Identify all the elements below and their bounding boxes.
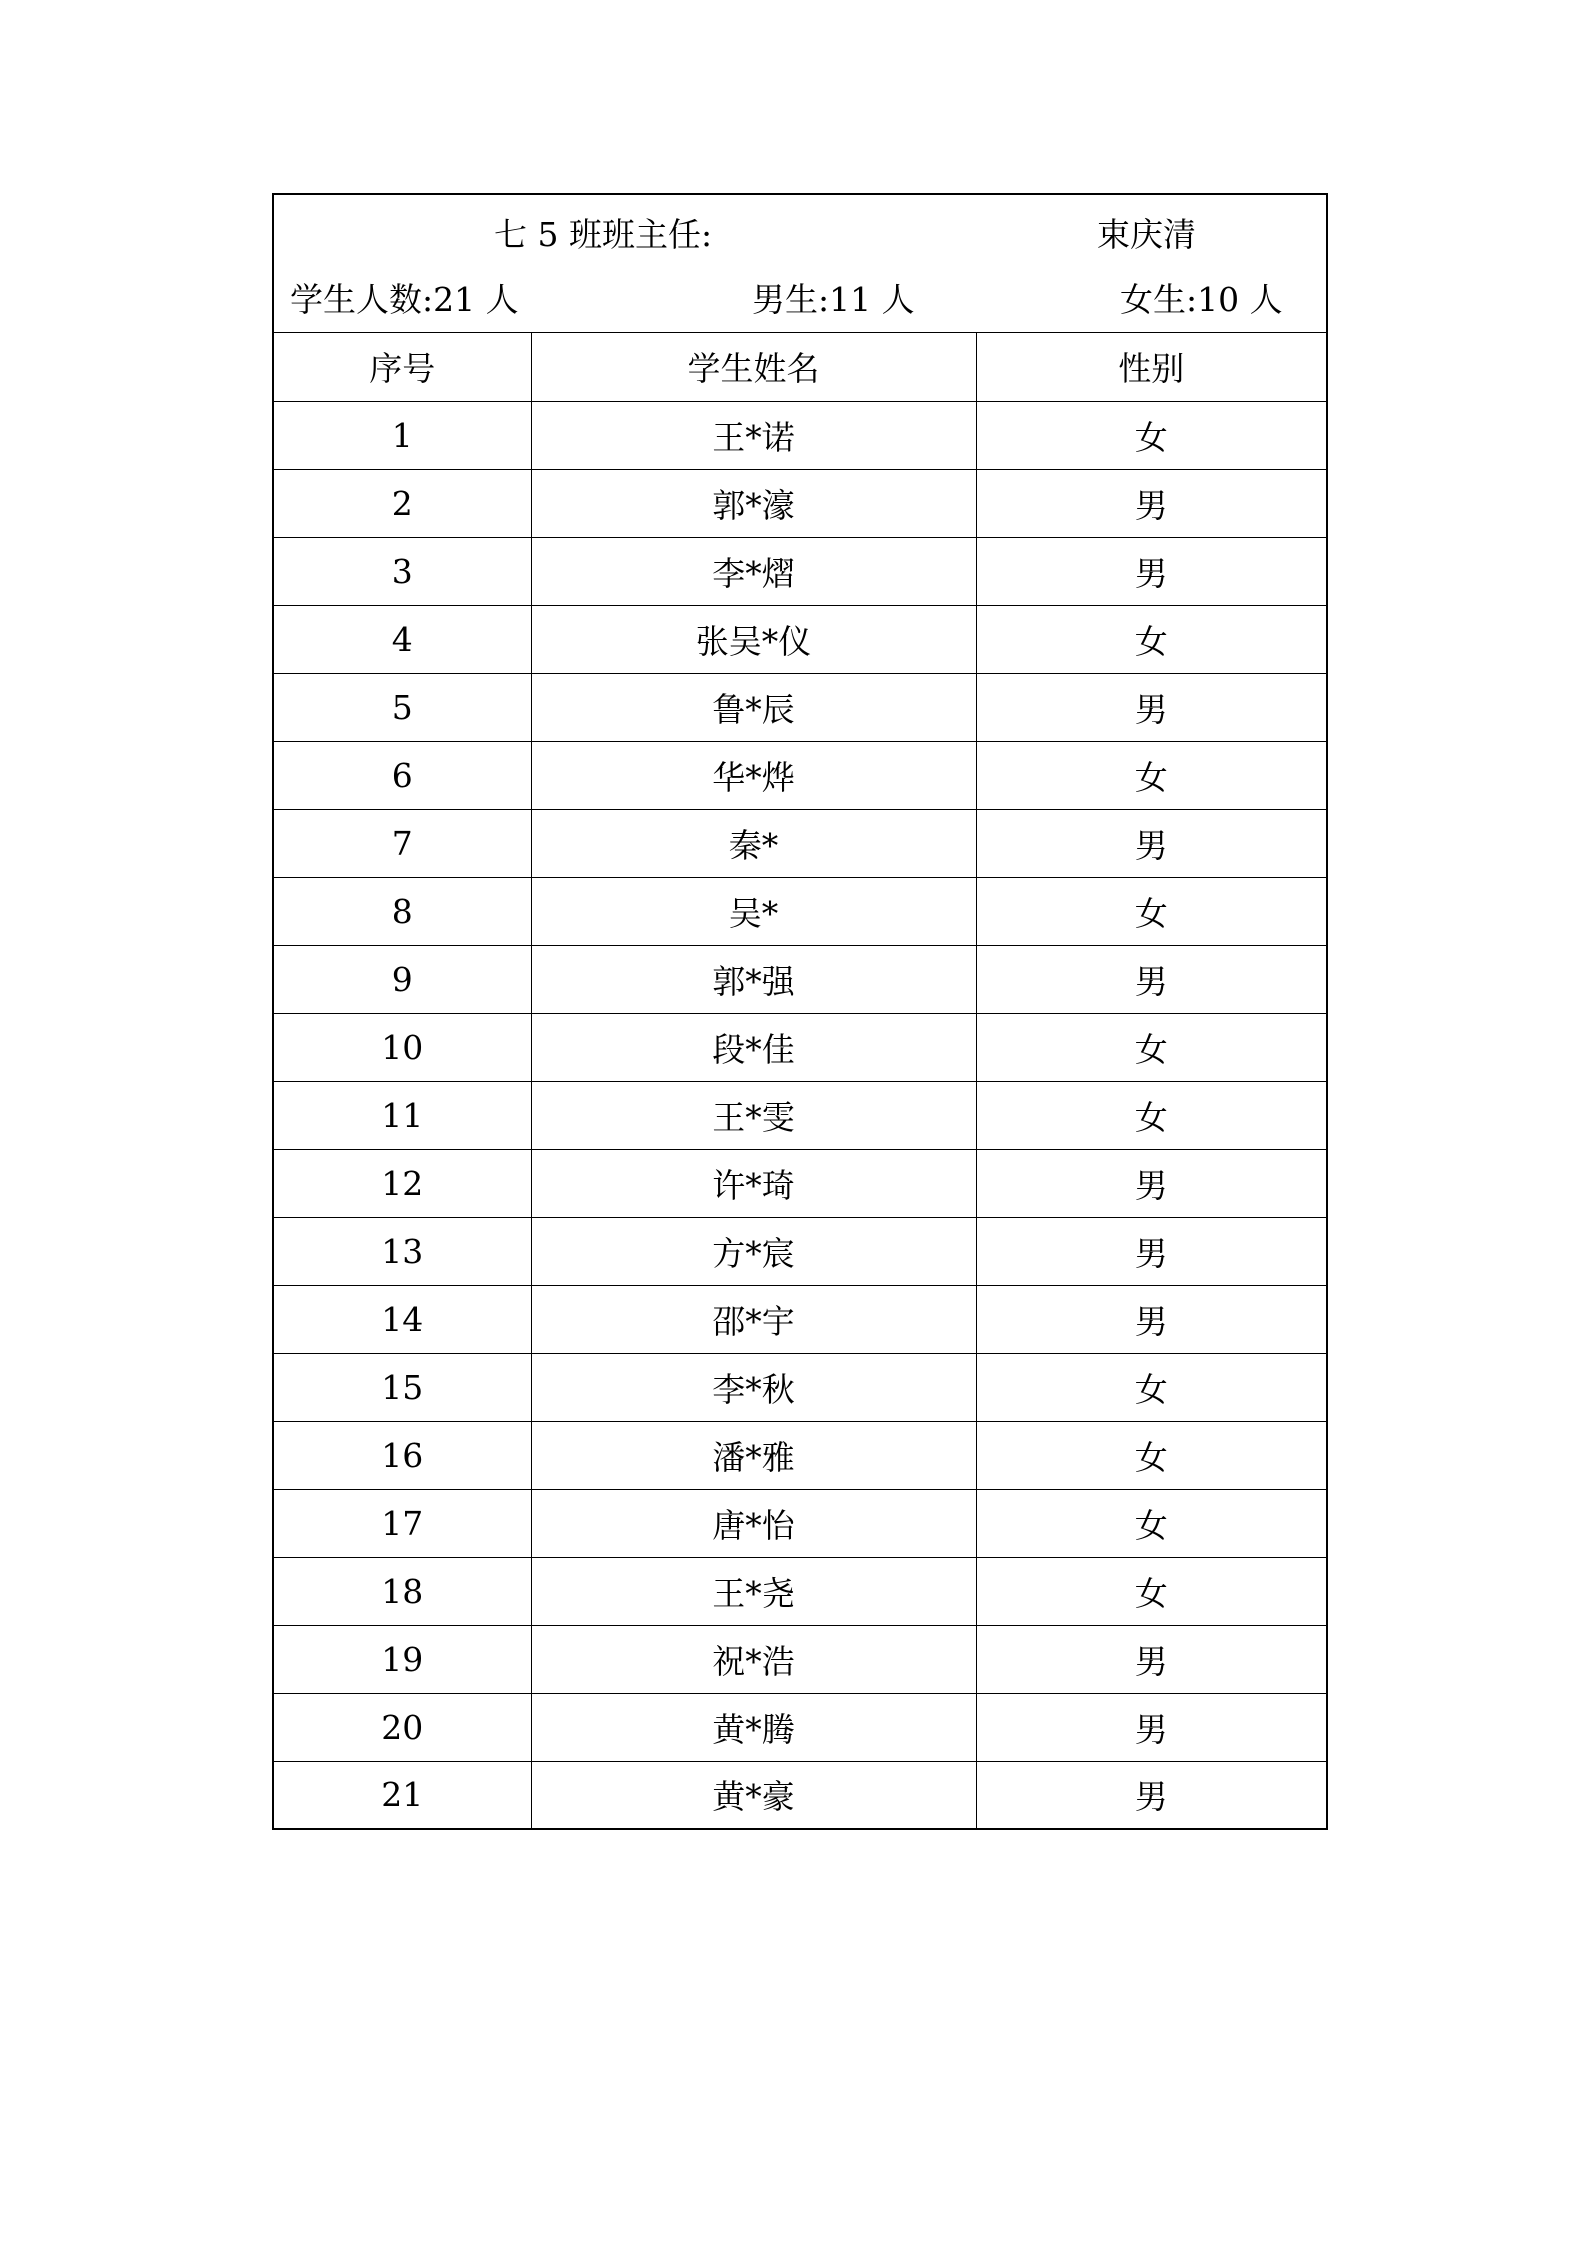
table-row bbox=[274, 1081, 1326, 1149]
cell-student-name: 祝*浩 bbox=[531, 1625, 976, 1693]
cell-number: 2 bbox=[274, 469, 531, 537]
cell-gender: 女 bbox=[976, 1557, 1326, 1625]
cell-student-name: 秦* bbox=[531, 809, 976, 877]
table-row bbox=[274, 741, 1326, 809]
cell-gender: 女 bbox=[976, 877, 1326, 945]
class-roster-sheet bbox=[272, 193, 1328, 1830]
cell-student-name: 吴* bbox=[531, 877, 976, 945]
cell-number: 15 bbox=[274, 1353, 531, 1421]
table-body bbox=[274, 401, 1326, 1828]
cell-student-name: 方*宸 bbox=[531, 1217, 976, 1285]
cell-student-name: 李*秋 bbox=[531, 1353, 976, 1421]
cell-student-name: 唐*怡 bbox=[531, 1489, 976, 1557]
cell-gender: 男 bbox=[976, 1285, 1326, 1353]
cell-number: 9 bbox=[274, 945, 531, 1013]
cell-number: 18 bbox=[274, 1557, 531, 1625]
table-row bbox=[274, 1217, 1326, 1285]
cell-gender: 女 bbox=[976, 1353, 1326, 1421]
table-row bbox=[274, 1489, 1326, 1557]
table-row bbox=[274, 1013, 1326, 1081]
table-row bbox=[274, 673, 1326, 741]
column-header-gender: 性别 bbox=[976, 333, 1326, 401]
table-row bbox=[274, 469, 1326, 537]
cell-student-name: 段*佳 bbox=[531, 1013, 976, 1081]
cell-gender: 男 bbox=[976, 1625, 1326, 1693]
cell-number: 21 bbox=[274, 1761, 531, 1828]
cell-student-name: 李*熠 bbox=[531, 537, 976, 605]
cell-student-name: 张吴*仪 bbox=[531, 605, 976, 673]
table-row bbox=[274, 1625, 1326, 1693]
cell-gender: 男 bbox=[976, 673, 1326, 741]
class-teacher-label: 七 5 班班主任: bbox=[494, 215, 713, 254]
cell-gender: 男 bbox=[976, 1693, 1326, 1761]
cell-gender: 女 bbox=[976, 401, 1326, 469]
cell-gender: 女 bbox=[976, 1489, 1326, 1557]
roster-header bbox=[274, 195, 1326, 333]
cell-number: 7 bbox=[274, 809, 531, 877]
student-table bbox=[274, 333, 1326, 1828]
table-header-row bbox=[274, 333, 1326, 401]
column-header-number: 序号 bbox=[369, 349, 436, 389]
table-row bbox=[274, 1353, 1326, 1421]
cell-student-name: 郭*强 bbox=[531, 945, 976, 1013]
cell-number: 1 bbox=[274, 401, 531, 469]
cell-number: 20 bbox=[274, 1693, 531, 1761]
cell-student-name: 许*琦 bbox=[531, 1149, 976, 1217]
table-row bbox=[274, 1693, 1326, 1761]
cell-gender: 男 bbox=[976, 809, 1326, 877]
cell-number: 11 bbox=[274, 1081, 531, 1149]
cell-number: 4 bbox=[274, 605, 531, 673]
cell-number: 8 bbox=[274, 877, 531, 945]
cell-student-name: 邵*宇 bbox=[531, 1285, 976, 1353]
table-row bbox=[274, 809, 1326, 877]
cell-number: 10 bbox=[274, 1013, 531, 1081]
cell-student-name: 华*烨 bbox=[531, 741, 976, 809]
cell-gender: 女 bbox=[976, 1421, 1326, 1489]
teacher-name: 束庆清 bbox=[1097, 215, 1196, 254]
table-row bbox=[274, 1285, 1326, 1353]
cell-gender: 男 bbox=[976, 945, 1326, 1013]
cell-student-name: 郭*濠 bbox=[531, 469, 976, 537]
cell-gender: 女 bbox=[976, 605, 1326, 673]
cell-gender: 女 bbox=[976, 741, 1326, 809]
cell-student-name: 潘*雅 bbox=[531, 1421, 976, 1489]
cell-gender: 男 bbox=[976, 537, 1326, 605]
cell-student-name: 王*尧 bbox=[531, 1557, 976, 1625]
cell-student-name: 王*雯 bbox=[531, 1081, 976, 1149]
cell-student-name: 黄*腾 bbox=[531, 1693, 976, 1761]
table-row bbox=[274, 537, 1326, 605]
cell-gender: 女 bbox=[976, 1081, 1326, 1149]
cell-number: 12 bbox=[274, 1149, 531, 1217]
table-row bbox=[274, 1421, 1326, 1489]
cell-number: 16 bbox=[274, 1421, 531, 1489]
cell-gender: 男 bbox=[976, 469, 1326, 537]
cell-number: 17 bbox=[274, 1489, 531, 1557]
total-students-count: 学生人数:21 人 bbox=[290, 280, 519, 319]
cell-gender: 女 bbox=[976, 1013, 1326, 1081]
table-row bbox=[274, 1557, 1326, 1625]
cell-gender: 男 bbox=[976, 1149, 1326, 1217]
cell-number: 19 bbox=[274, 1625, 531, 1693]
table-row bbox=[274, 1761, 1326, 1828]
table-row bbox=[274, 877, 1326, 945]
cell-number: 6 bbox=[274, 741, 531, 809]
cell-student-name: 黄*豪 bbox=[531, 1761, 976, 1828]
cell-number: 3 bbox=[274, 537, 531, 605]
cell-gender: 男 bbox=[976, 1761, 1326, 1828]
cell-number: 14 bbox=[274, 1285, 531, 1353]
table-row bbox=[274, 1149, 1326, 1217]
table-row bbox=[274, 605, 1326, 673]
column-header-name: 学生姓名 bbox=[531, 333, 976, 401]
cell-number: 13 bbox=[274, 1217, 531, 1285]
cell-student-name: 鲁*辰 bbox=[531, 673, 976, 741]
girls-count: 女生:10 人 bbox=[1120, 280, 1283, 319]
table-row bbox=[274, 401, 1326, 469]
cell-number: 5 bbox=[274, 673, 531, 741]
boys-count: 男生:11 人 bbox=[752, 280, 915, 319]
cell-student-name: 王*诺 bbox=[531, 401, 976, 469]
cell-gender: 男 bbox=[976, 1217, 1326, 1285]
table-row bbox=[274, 945, 1326, 1013]
